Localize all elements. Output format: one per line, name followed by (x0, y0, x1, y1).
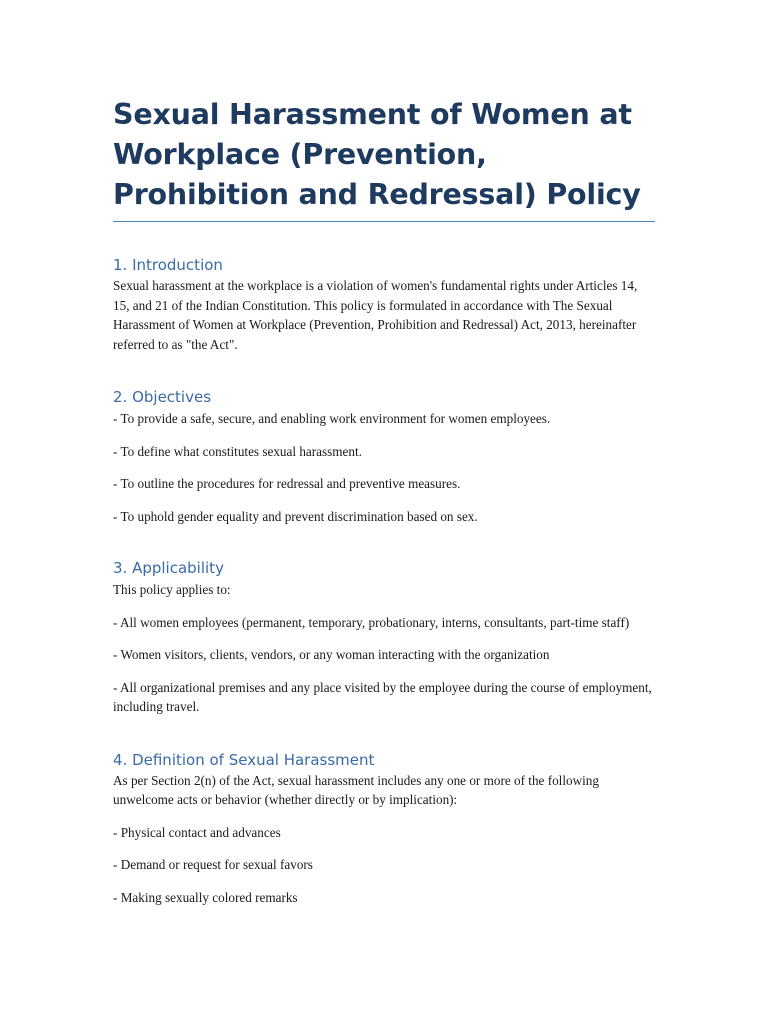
applicability-intro: This policy applies to: (113, 582, 231, 597)
list-item: - Women visitors, clients, vendors, or any woman interacting with the organization (113, 647, 550, 662)
list-item: - All women employees (permanent, temporary, probationary, interns, consultants, part-time staff) (113, 614, 630, 630)
section-heading-objectives: 2. Objectives (113, 388, 212, 406)
introduction-paragraph: Sexual harassment at the workplace is a violation of women's fundamental rights under Articles 14, 15, and 21 of the Indian Constitution. This policy is formulated in accordance with The Sexual Harassment of Women at Workplace (Prevention, Prohibition and Redressal) Act, 2013, hereinafter referred to as "the Act". (113, 278, 638, 352)
list-item: - All organizational premises and any place visited by the employee during the course of employment, including travel. (113, 679, 652, 714)
list-item: - To uphold gender equality and prevent discrimination based on sex. (113, 508, 478, 524)
section-heading-introduction: 1. Introduction (113, 256, 223, 274)
list-item: - Demand or request for sexual favors (113, 857, 313, 872)
list-item: - To provide a safe, secure, and enabling work environment for women employees. (113, 411, 551, 426)
document-content (113, 95, 655, 907)
section-heading-applicability: 3. Applicability (113, 559, 224, 577)
list-item: - To define what constitutes sexual harassment. (113, 443, 362, 459)
list-item: - Making sexually colored remarks (113, 889, 298, 905)
page-title: Sexual Harassment of Women at Workplace (Prevention, Prohibition and Redressal) Policy (113, 98, 641, 211)
list-item: - To outline the procedures for redressal and preventive measures. (113, 476, 461, 491)
definition-intro: As per Section 2(n) of the Act, sexual harassment includes any one or more of the following unwelcome acts or behavior (whether directly or by implication): (113, 772, 599, 807)
title-divider (113, 221, 655, 222)
section-heading-definition: 4. Definition of Sexual Harassment (113, 750, 375, 769)
list-item: - Physical contact and advances (113, 824, 281, 840)
